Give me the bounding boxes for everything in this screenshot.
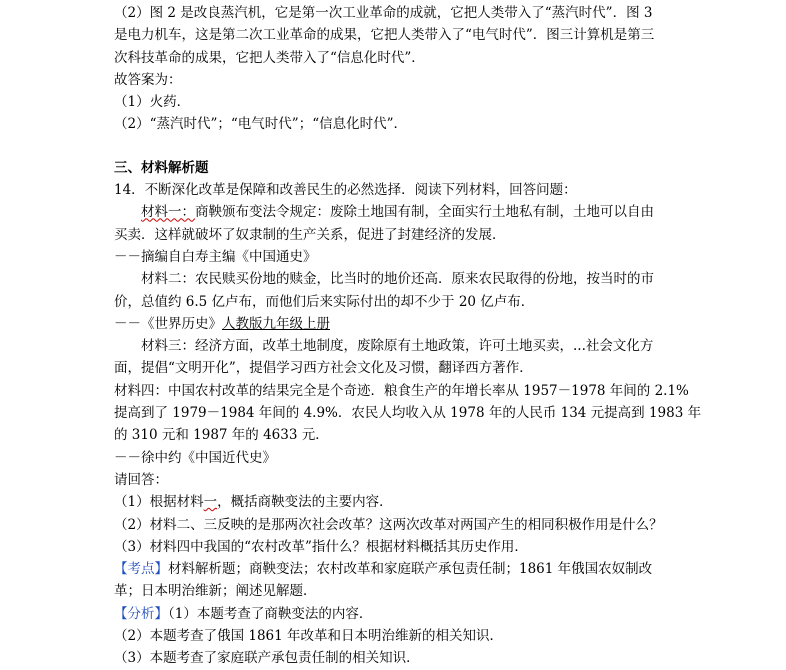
text-line: 材料二：农民赎买份地的赎金，比当时的地价还高．原来农民取得的份地，按当时的市: [141, 271, 654, 288]
text-line: 革；日本明治维新；阐述见解题．: [114, 583, 317, 600]
spacer: [114, 136, 674, 157]
material-source: －－《世界历史》人教版九年级上册: [114, 315, 330, 332]
material-source: －－摘编自白寿主编《中国通史》: [114, 248, 317, 265]
underlined-source: 人教版九年级上册: [222, 315, 330, 332]
kaodian-line: 【考点】材料解析题；商鞅变法；农村改革和家庭联产承包责任制；1861 年俄国农奴制改: [114, 561, 653, 578]
material-one-line: [114, 201, 674, 223]
section-heading: 三、材料解析题: [114, 159, 209, 176]
kaodian-tag: 【考点】: [114, 561, 168, 578]
text-line: 买卖．这样就破坏了奴隶制的生产关系，促进了封建经济的发展．: [114, 226, 506, 243]
text-line: 是电力机车，这是第二次工业革命的成果，它把人类带入了“电气时代”．图三计算机是第三: [114, 27, 655, 44]
text-line: 面，提倡“文明开化”，提倡学习西方社会文化及习惯，翻译西方著作．: [114, 360, 533, 377]
text-line: 提高到了 1979－1984 年间的 4.9%．农民人均收入从 1978 年的人民币 134 元提高到 1983 年: [114, 405, 702, 422]
text-line: 价，总值约 6.5 亿卢布，而他们后来实际付出的却不少于 20 亿卢布．: [114, 293, 535, 310]
document-page: [114, 2, 702, 670]
fenxi-line: 【分析】（1）本题考查了商鞅变法的内容．: [114, 605, 373, 622]
fenxi-tag: 【分析】: [114, 605, 168, 622]
material-source: －－徐中约《中国近代史》: [114, 449, 276, 466]
text-line: 故答案为：: [114, 71, 182, 88]
text-line: 次科技革命的成果，它把人类带入了“信息化时代”．: [114, 49, 425, 66]
text-line: 材料三：经济方面，改革土地制度，废除原有土地政策，许可土地买卖，...社会文化方: [141, 338, 654, 355]
text-line: （2）本题考查了俄国 1861 年改革和日本明治维新的相关知识．: [114, 628, 504, 645]
sub-question-3: （3）材料四中我国的“农村改革”指什么？根据材料概括其历史作用．: [114, 538, 528, 555]
material-one-text: 商鞅颁布变法令规定：废除土地国有制，全面实行土地私有制，土地可以自由: [195, 204, 654, 221]
question-stem: 14．不断深化改革是保障和改善民生的必然选择．阅读下列材料，回答问题：: [114, 182, 577, 199]
text-line: （3）本题考查了家庭联产承包责任制的相关知识．: [114, 650, 420, 667]
sub-question-2: （2）材料二、三反映的是那两次社会改革？这两次改革对两国产生的相同积极作用是什么？: [114, 516, 663, 533]
text-line: 的 310 元和 1987 年的 4633 元．: [114, 427, 329, 444]
material-one-label: 材料一：: [141, 204, 195, 221]
text-line: 材料四：中国农村改革的结果完全是个奇迹．粮食生产的年增长率从 1957－1978 年间的 2.1%: [114, 382, 689, 399]
text-line: （1）火药．: [114, 94, 191, 111]
text-line: （2）“蒸汽时代”；“电气时代”；“信息化时代”．: [114, 116, 407, 133]
ask-label: 请回答：: [114, 471, 168, 488]
sub-question-1: （1）根据材料一，概括商鞅变法的主要内容．: [114, 494, 393, 511]
text-line: （2）图 2 是改良蒸汽机，它是第一次工业革命的成就，它把人类带入了“蒸汽时代”．图 3: [114, 5, 653, 21]
